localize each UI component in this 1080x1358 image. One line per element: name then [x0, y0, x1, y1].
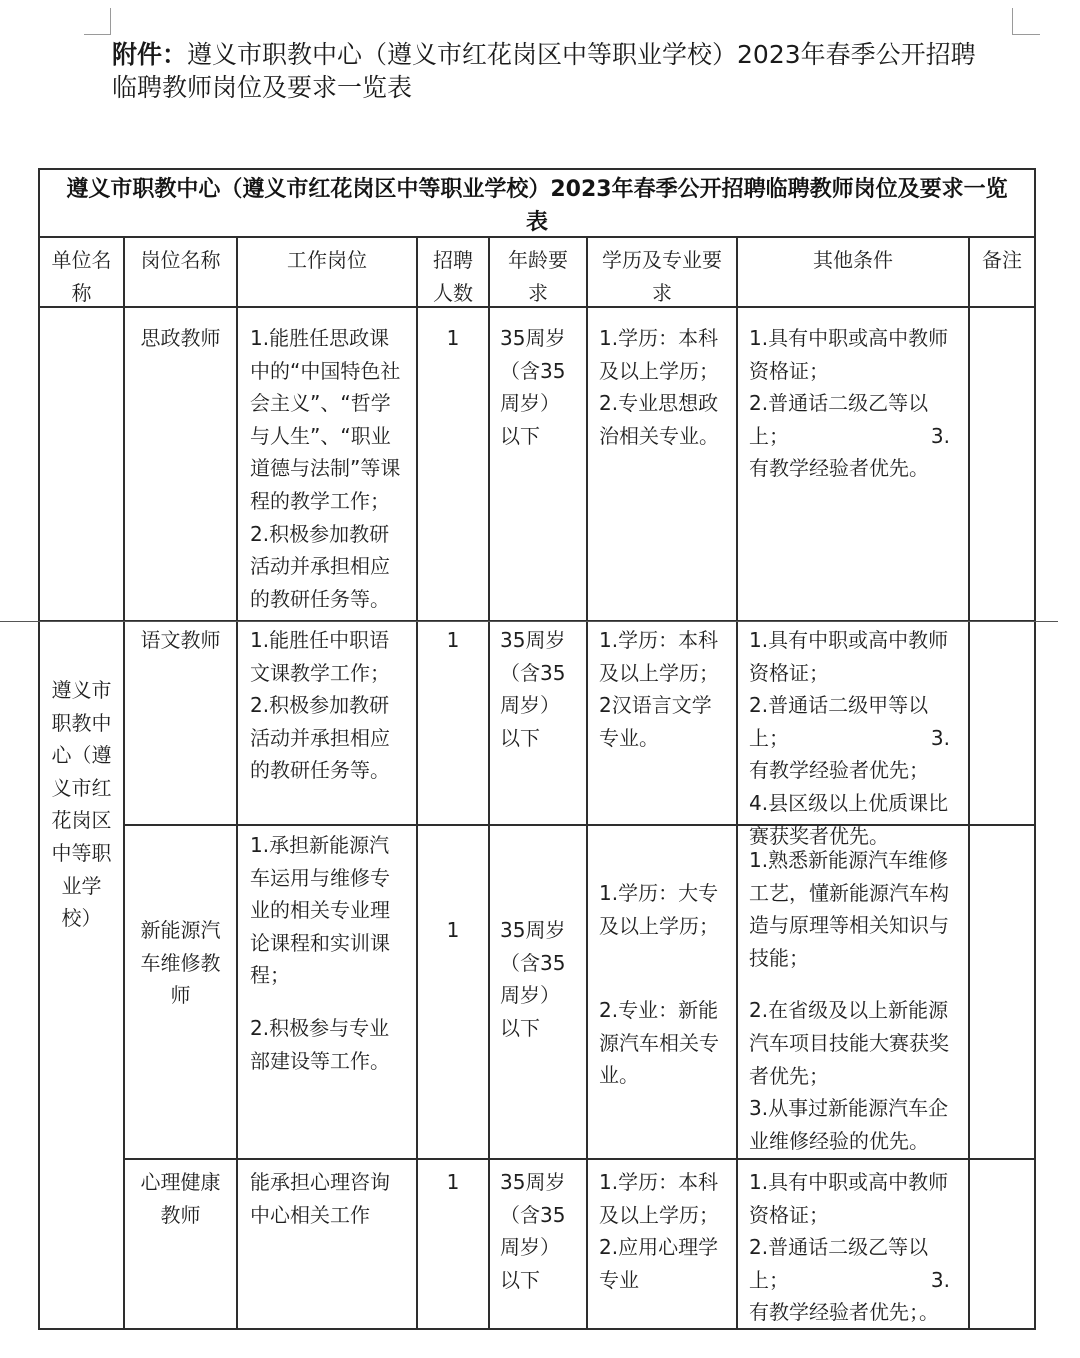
cell-content	[970, 1160, 1034, 1166]
unit-name-line: 职教中	[51, 710, 112, 735]
title-line: 遵义市职教中心（遵义市红花岗区中等职业学校）2023年春季公开招聘临聘教师岗位及要求一览	[66, 177, 1008, 202]
cell-education-row-4	[588, 1160, 738, 1330]
position-line: 新能源汽	[140, 918, 221, 942]
cell-duties-row-1	[238, 308, 418, 622]
conditions-line: 汽车项目技能大赛获奖	[749, 1030, 949, 1055]
cell-content	[588, 622, 736, 754]
education-line: 业。	[599, 1063, 639, 1088]
conditions-line: 2.普通话二级甲等以	[749, 693, 929, 718]
cell-content	[970, 238, 1034, 277]
duties-line: 业的相关专业理	[250, 898, 390, 923]
age-line: 35周岁	[500, 918, 566, 942]
cell-content	[418, 1160, 488, 1199]
education-line: 1.学历：本科	[599, 326, 719, 350]
conditions-line	[749, 722, 968, 755]
header-line: 学历及专业要	[602, 248, 722, 272]
header-line: 求	[528, 280, 548, 305]
cell-conditions-row-1	[738, 308, 970, 622]
cell-conditions-row-4	[738, 1160, 970, 1330]
cell-content	[738, 1160, 968, 1329]
column-header-6	[588, 238, 738, 308]
unit-name-line: 遵义市	[51, 678, 112, 702]
unit-name-cell	[38, 622, 125, 1330]
cell-content	[738, 622, 968, 852]
cell-age-row-4	[490, 1160, 588, 1330]
cell-duties-row-2	[238, 622, 418, 826]
duties-line: 车运用与维修专	[250, 865, 390, 890]
cell-content	[125, 1160, 236, 1231]
cell-content	[125, 826, 236, 1012]
column-header-3	[238, 238, 418, 308]
cell-content	[588, 1160, 736, 1296]
education-line: 1.学历：本科	[599, 628, 719, 652]
education-line: 1.学历：本科	[599, 1170, 719, 1194]
cell-count-row-2	[418, 622, 490, 826]
cell-content	[490, 1160, 586, 1296]
education-line: 1.学历：大专	[599, 881, 719, 905]
education-line: 及以上学历；	[599, 1202, 719, 1227]
cell-age-row-3	[490, 826, 588, 1160]
education-line: 2汉语言文学	[599, 693, 712, 718]
education-line: 专业	[599, 1267, 639, 1292]
age-line: 周岁）	[500, 1235, 560, 1260]
duties-line: 活动并承担相应	[250, 725, 390, 750]
cell-age-row-1	[490, 308, 588, 622]
cell-content	[970, 308, 1034, 322]
cell-content	[738, 826, 968, 1157]
duties-line: 1.能胜任中职语	[250, 628, 390, 652]
cell-count-row-4	[418, 1160, 490, 1330]
age-line: （含35	[500, 1202, 566, 1227]
cell-conditions-row-3	[738, 826, 970, 1160]
unit-name-line: 中等职	[51, 840, 112, 865]
unit-name-line: 花岗区	[51, 808, 112, 833]
cell-content	[588, 308, 736, 452]
duties-line: 部建设等工作。	[250, 1048, 390, 1073]
header-line: 备注	[982, 248, 1022, 272]
age-line: 以下	[500, 1015, 540, 1040]
cell-content	[588, 826, 736, 1092]
column-header-4	[418, 238, 490, 308]
cell-content	[238, 826, 416, 1077]
age-line: 周岁）	[500, 693, 560, 718]
duties-line: 1.能胜任思政课	[250, 326, 390, 350]
title-line: 表	[525, 209, 548, 235]
age-line: 35周岁	[500, 326, 566, 350]
duties-line: 中的“中国特色社	[250, 358, 401, 383]
conditions-left-text: 上；	[749, 423, 789, 448]
unit-name-line: 义市红	[51, 775, 112, 800]
duties-line: 会主义”、“哲学	[250, 391, 391, 416]
cell-duties-row-4	[238, 1160, 418, 1330]
duties-line: 2.积极参加教研	[250, 693, 390, 718]
position-line: 师	[170, 983, 191, 1008]
age-line: （含35	[500, 950, 566, 975]
header-line: 人数	[433, 280, 473, 305]
duties-line: 的教研任务等。	[250, 758, 390, 783]
conditions-line: 2.在省级及以上新能源	[749, 998, 949, 1023]
cell-content	[40, 622, 123, 935]
cell-content	[125, 238, 236, 277]
duties-line: 1.承担新能源汽	[250, 833, 390, 857]
cell-position-row-4	[125, 1160, 238, 1330]
cell-content	[40, 238, 123, 309]
unit-name-line: 心（遵	[51, 743, 112, 768]
cell-remarks-row-2	[970, 622, 1036, 826]
cell-content	[588, 238, 736, 309]
cell-content	[238, 308, 416, 615]
duties-line: 文课教学工作；	[250, 660, 390, 685]
cell-conditions-row-2	[738, 622, 970, 848]
education-line: 2.应用心理学	[599, 1235, 719, 1260]
education-line: 2.专业：新能	[599, 998, 719, 1023]
position-line: 语文教师	[140, 628, 221, 652]
position-line: 思政教师	[140, 326, 221, 350]
education-line: 2.专业思想政	[599, 391, 719, 416]
education-line: 专业。	[599, 725, 659, 750]
cell-content	[238, 238, 416, 277]
cell-content	[418, 308, 488, 355]
conditions-line: 者优先；	[749, 1063, 829, 1088]
duties-line: 程的教学工作；	[250, 488, 390, 513]
position-line: 教师	[160, 1202, 201, 1227]
age-line: 35周岁	[500, 1170, 566, 1194]
conditions-line: 1.具有中职或高中教师	[749, 1170, 949, 1194]
count-line: 1	[446, 326, 460, 350]
cell-content	[490, 622, 586, 754]
cell-count-row-3	[418, 826, 490, 1160]
conditions-line: 赛获奖者优先。	[749, 823, 889, 848]
conditions-line	[749, 420, 968, 453]
age-line: （含35	[500, 660, 566, 685]
duties-line: 2.积极参与专业	[250, 1015, 390, 1040]
conditions-line: 有教学经验者优先；。	[749, 1300, 939, 1325]
column-header-5	[490, 238, 588, 308]
cell-education-row-2	[588, 622, 738, 826]
cell-content	[125, 622, 236, 657]
cell-content	[738, 238, 968, 277]
conditions-line: 2.普通话二级乙等以	[749, 391, 929, 416]
column-header-2	[125, 238, 238, 308]
conditions-right-text: 3.	[930, 1267, 950, 1292]
conditions-line: 1.熟悉新能源汽车维修	[749, 848, 949, 872]
conditions-line: 有教学经验者优先；	[749, 758, 929, 783]
unit-name-line: 业学	[61, 873, 102, 898]
conditions-right-text: 3.	[930, 725, 950, 750]
education-line: 及以上学历；	[599, 660, 719, 685]
duties-line: 道德与法制”等课	[250, 456, 401, 481]
table-title	[38, 168, 1036, 238]
duties-line: 程；	[250, 963, 290, 988]
age-line: 周岁）	[500, 391, 560, 416]
header-line: 岗位名称	[140, 248, 221, 272]
header-line: 单位名	[51, 248, 112, 272]
duties-line: 与人生”、“职业	[250, 423, 391, 448]
column-header-8	[970, 238, 1036, 308]
conditions-line: 2.普通话二级乙等以	[749, 1235, 929, 1260]
cell-content	[238, 622, 416, 787]
conditions-line: 业维修经验的优先。	[749, 1128, 929, 1153]
age-line: 35周岁	[500, 628, 566, 652]
conditions-line: 3.从事过新能源汽车企	[749, 1096, 949, 1121]
heading-text-1: 遵义市职教中心（遵义市红花岗区中等职业学校）2023年春季公开招聘	[187, 40, 976, 69]
conditions-line	[749, 1264, 968, 1297]
cell-content	[238, 1160, 416, 1231]
position-line: 车维修教	[140, 950, 221, 975]
header-line: 其他条件	[813, 248, 893, 272]
cell-position-row-2	[125, 622, 238, 826]
attachment-label: 附件：	[112, 40, 188, 69]
age-line: 以下	[500, 1267, 540, 1292]
cell-education-row-1	[588, 308, 738, 622]
duties-line: 2.积极参加教研	[250, 521, 390, 546]
education-line: 及以上学历；	[599, 913, 719, 938]
age-line: 以下	[500, 725, 540, 750]
header-line: 招聘	[433, 248, 473, 272]
cell-remarks-row-1	[970, 308, 1036, 622]
age-line: （含35	[500, 358, 566, 383]
cell-content	[738, 308, 968, 485]
conditions-line: 工艺，懂新能源汽车构	[749, 880, 949, 905]
cell-education-row-3	[588, 826, 738, 1160]
page-break-line	[0, 621, 1058, 622]
header-line: 求	[652, 280, 672, 305]
count-line: 1	[446, 628, 460, 652]
column-header-7	[738, 238, 970, 308]
cell-content	[490, 238, 586, 309]
conditions-line: 技能；	[749, 945, 809, 970]
duties-line: 中心相关工作	[250, 1202, 370, 1227]
cell-content	[418, 826, 488, 947]
cell-content	[40, 170, 1034, 239]
cell-age-row-2	[490, 622, 588, 826]
conditions-line: 造与原理等相关知识与	[749, 913, 949, 938]
cell-count-row-1	[418, 308, 490, 622]
cell-remarks-row-4	[970, 1160, 1036, 1330]
conditions-left-text: 上；	[749, 725, 789, 750]
count-line: 1	[446, 918, 460, 942]
conditions-line: 1.具有中职或高中教师	[749, 326, 949, 350]
count-line: 1	[446, 1170, 460, 1194]
conditions-left-text: 上；	[749, 1267, 789, 1292]
duties-line: 的教研任务等。	[250, 586, 390, 611]
heading-line-2: 临聘教师岗位及要求一览表	[112, 73, 413, 102]
position-line: 心理健康	[140, 1170, 221, 1194]
conditions-right-text: 3.	[930, 423, 950, 448]
duties-line: 活动并承担相应	[250, 554, 390, 579]
cell-content	[418, 622, 488, 657]
cell-content	[490, 308, 586, 452]
header-line: 工作岗位	[287, 248, 367, 272]
cell-position-row-1	[125, 308, 238, 622]
conditions-line: 资格证；	[749, 358, 829, 383]
education-line: 及以上学历；	[599, 358, 719, 383]
unit-cell-blank	[38, 308, 125, 622]
unit-name-line: 校）	[61, 906, 102, 931]
conditions-line: 有教学经验者优先。	[749, 456, 929, 481]
header-line: 年龄要	[508, 248, 568, 272]
conditions-line: 资格证；	[749, 1202, 829, 1227]
cell-content	[490, 826, 586, 1044]
duties-line: 论课程和实训课	[250, 930, 390, 955]
cell-content	[125, 308, 236, 355]
conditions-line: 资格证；	[749, 660, 829, 685]
cell-remarks-row-3	[970, 826, 1036, 1160]
header-line: 称	[71, 280, 92, 305]
cell-content	[418, 238, 488, 309]
cell-duties-row-3	[238, 826, 418, 1160]
cell-content	[970, 622, 1034, 624]
age-line: 以下	[500, 423, 540, 448]
age-line: 周岁）	[500, 983, 560, 1008]
education-line: 治相关专业。	[599, 423, 719, 448]
conditions-line: 1.具有中职或高中教师	[749, 628, 949, 652]
education-line: 源汽车相关专	[599, 1030, 719, 1055]
cell-position-row-3	[125, 826, 238, 1160]
conditions-line: 4.县区级以上优质课比	[749, 790, 949, 815]
duties-line: 能承担心理咨询	[250, 1170, 390, 1194]
column-header-1	[38, 238, 125, 308]
